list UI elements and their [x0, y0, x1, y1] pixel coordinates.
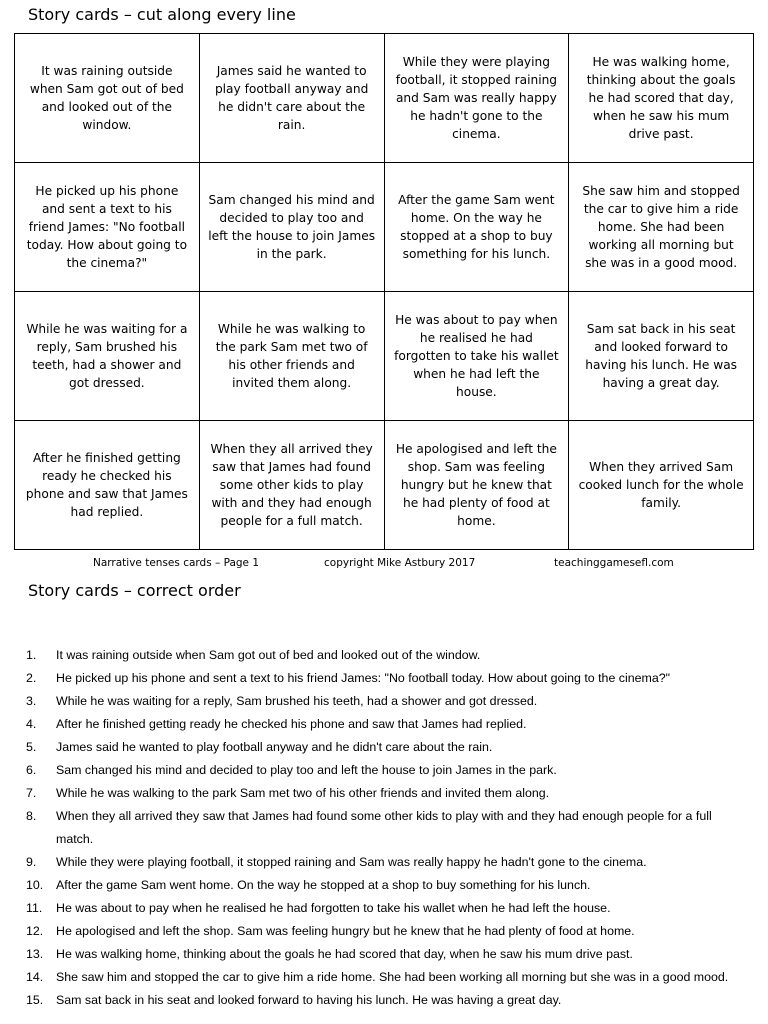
list-number: 11. [26, 901, 43, 915]
story-card: He apologised and left the shop. Sam was feeling hungry but he knew that he had plenty of food at home. [384, 421, 569, 550]
list-number: 2. [26, 671, 37, 685]
list-item [0, 736, 768, 759]
list-number: 14. [26, 970, 44, 984]
story-card: It was raining outside when Sam got out of bed and looked out of the window. [15, 34, 200, 163]
story-card: When they arrived Sam cooked lunch for the whole family. [569, 421, 754, 550]
story-card: While he was walking to the park Sam met two of his other friends and invited them along. [199, 292, 384, 421]
story-card: He was walking home, thinking about the goals he had scored that day, when he saw his mum drive past. [569, 34, 754, 163]
story-card: While they were playing football, it stopped raining and Sam was really happy he hadn't gone to the cinema. [384, 34, 569, 163]
list-item-text: It was raining outside when Sam got out of bed and looked out of the window. [56, 648, 481, 662]
list-item-text: He picked up his phone and sent a text to his friend James: "No football today. How about going to the cinema?" [56, 671, 671, 685]
list-item [0, 690, 768, 713]
footer-copyright: copyright Mike Astbury 2017 [324, 557, 476, 569]
list-item-text: When they all arrived they saw that James had found some other kids to play with and they had enough people for a full match. [56, 809, 712, 846]
list-number: 10. [26, 878, 44, 892]
list-item [0, 805, 768, 851]
list-item [0, 920, 768, 943]
list-item-text: Sam sat back in his seat and looked forward to having his lunch. He was having a great day. [56, 993, 562, 1007]
list-item-text: James said he wanted to play football anyway and he didn't care about the rain. [56, 740, 493, 754]
list-item [0, 897, 768, 920]
story-card: Sam changed his mind and decided to play too and left the house to join James in the park. [199, 163, 384, 292]
list-item [0, 713, 768, 736]
story-card: He picked up his phone and sent a text to his friend James: "No football today. How about going to the cinema?" [15, 163, 200, 292]
list-item-text: He apologised and left the shop. Sam was feeling hungry but he knew that he had plenty of food at home. [56, 924, 635, 938]
card-row [15, 292, 754, 421]
list-item-text: He was about to pay when he realised he had forgotten to take his wallet when he had left the house. [56, 901, 611, 915]
card-row [15, 34, 754, 163]
card-row [15, 163, 754, 292]
list-item [0, 782, 768, 805]
list-item [0, 989, 768, 1012]
list-number: 15. [26, 993, 44, 1007]
order-title: Story cards – correct order [28, 581, 241, 600]
list-item [0, 874, 768, 897]
list-item [0, 943, 768, 966]
list-item [0, 667, 768, 690]
story-card: James said he wanted to play football anyway and he didn't care about the rain. [199, 34, 384, 163]
list-item-text: After he finished getting ready he checked his phone and saw that James had replied. [56, 717, 527, 731]
story-cards-table [14, 33, 754, 550]
cards-title: Story cards – cut along every line [28, 5, 296, 24]
list-item-text: While he was waiting for a reply, Sam brushed his teeth, had a shower and got dressed. [56, 694, 538, 708]
list-number: 9. [26, 855, 37, 869]
list-number: 4. [26, 717, 37, 731]
list-number: 8. [26, 809, 37, 823]
card-row [15, 421, 754, 550]
list-item-text: She saw him and stopped the car to give him a ride home. She had been working all morning but she was in a good mood. [56, 970, 729, 984]
list-item-text: Sam changed his mind and decided to play too and left the house to join James in the park. [56, 763, 557, 777]
list-number: 13. [26, 947, 44, 961]
story-card: After he finished getting ready he checked his phone and saw that James had replied. [15, 421, 200, 550]
list-item-text: While they were playing football, it stopped raining and Sam was really happy he hadn't gone to the cinema. [56, 855, 647, 869]
list-number: 1. [26, 648, 37, 662]
correct-order-list [0, 644, 768, 1012]
story-card: He was about to pay when he realised he had forgotten to take his wallet when he had left the house. [384, 292, 569, 421]
story-card: After the game Sam went home. On the way he stopped at a shop to buy something for his lunch. [384, 163, 569, 292]
list-number: 6. [26, 763, 37, 777]
list-item [0, 851, 768, 874]
list-item [0, 966, 768, 989]
list-item-text: After the game Sam went home. On the way he stopped at a shop to buy something for his lunch. [56, 878, 591, 892]
list-item [0, 644, 768, 667]
list-number: 7. [26, 786, 37, 800]
story-card: While he was waiting for a reply, Sam brushed his teeth, had a shower and got dressed. [15, 292, 200, 421]
list-number: 3. [26, 694, 37, 708]
footer-page-label: Narrative tenses cards – Page 1 [93, 557, 260, 569]
list-item-text: He was walking home, thinking about the goals he had scored that day, when he saw his mum drive past. [56, 947, 633, 961]
list-number: 12. [26, 924, 44, 938]
list-number: 5. [26, 740, 37, 754]
story-card: She saw him and stopped the car to give him a ride home. She had been working all morning but she was in a good mood. [569, 163, 754, 292]
list-item-text: While he was walking to the park Sam met two of his other friends and invited them along. [56, 786, 550, 800]
story-card: Sam sat back in his seat and looked forward to having his lunch. He was having a great day. [569, 292, 754, 421]
list-item [0, 759, 768, 782]
story-card: When they all arrived they saw that James had found some other kids to play with and they had enough people for a full match. [199, 421, 384, 550]
footer-website: teachinggamesefl.com [554, 557, 674, 569]
